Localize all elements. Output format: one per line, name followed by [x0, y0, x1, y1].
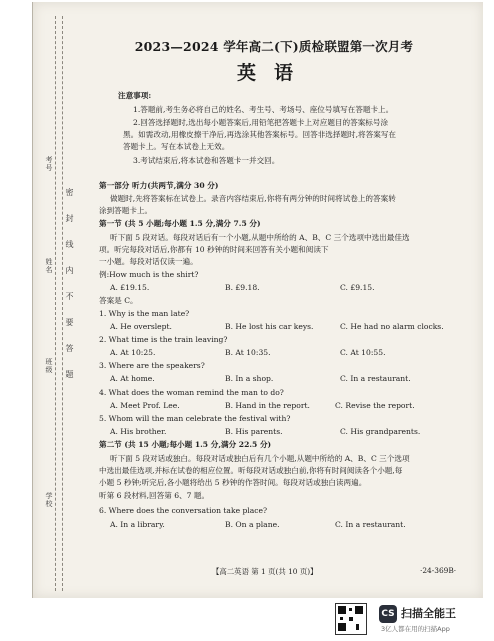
q6-option-a: A. In a library. — [110, 520, 165, 529]
q2-option-c: C. At 10:55. — [340, 348, 386, 357]
example-answer: 答案是 C。 — [99, 296, 138, 305]
question-4: 4. What does the woman remind the man to do? — [99, 388, 284, 397]
seal-word: 线 — [65, 240, 74, 248]
qr-code-icon — [335, 603, 367, 635]
q4-option-a: A. Meet Prof. Lee. — [110, 401, 180, 410]
seal-word: 封 — [65, 214, 74, 222]
seal-word: 要 — [65, 318, 74, 326]
q4-option-b: B. Hand in the report. — [225, 401, 310, 410]
scanner-slogan: 3亿人都在用的扫描App — [381, 625, 450, 633]
q3-option-b: B. In a shop. — [225, 374, 274, 383]
question-1: 1. Why is the man late? — [99, 309, 190, 318]
section2-heading: 第二节 (共 15 小题;每小题 1.5 分,满分 22.5 分) — [99, 440, 272, 449]
note-line: 3.考试结束后,将本试卷和答题卡一并交回。 — [133, 156, 280, 165]
note-line: 答题卡上。写在本试卷上无效。 — [123, 142, 230, 151]
section2-directions: 听第 6 段材料,回答第 6、7 题。 — [99, 491, 210, 500]
margin-label-exam-number: 考号 — [45, 156, 53, 172]
section1-heading: 第一节 (共 5 小题;每小题 1.5 分,满分 7.5 分) — [99, 219, 261, 228]
note-line: 2.回答选择题时,选出每小题答案后,用铅笔把答题卡上对应题目的答案标号涂 — [133, 118, 389, 127]
q5-option-c: C. His grandparents. — [340, 427, 421, 436]
q3-option-c: C. In a restaurant. — [340, 374, 411, 383]
q2-option-a: A. At 10:25. — [110, 348, 156, 357]
notes-heading: 注意事项: — [118, 91, 152, 100]
margin-label-school: 学校 — [45, 492, 53, 508]
paper-code: ·24-369B· — [420, 566, 457, 575]
note-line: 黑。如需改动,用橡皮擦干净后,再选涂其他答案标号。回答非选择题时,将答案写在 — [123, 130, 397, 139]
q6-option-b: B. On a plane. — [225, 520, 280, 529]
margin-label-class: 班级 — [45, 358, 53, 374]
scanner-app-name: 扫描全能王 — [401, 607, 456, 620]
page-footer: 【高二英语 第 1 页(共 10 页)】 — [212, 567, 318, 576]
seal-line-inner — [62, 16, 63, 591]
seal-word: 不 — [65, 292, 74, 300]
q3-option-a: A. At home. — [110, 374, 155, 383]
part1-heading: 第一部分 听力(共两节,满分 30 分) — [99, 181, 219, 190]
example-option-c: C. £9.15. — [340, 283, 375, 292]
seal-word: 答 — [65, 344, 74, 352]
q5-option-b: B. His parents. — [225, 427, 283, 436]
question-2: 2. What time is the train leaving? — [99, 335, 228, 344]
example-question: 例:How much is the shirt? — [99, 270, 199, 279]
question-5: 5. Whom will the man celebrate the festival with? — [99, 414, 291, 423]
part1-intro: 做题时,先将答案标在试卷上。录音内容结束后,你将有两分钟的时间将试卷上的答案转 — [110, 194, 396, 203]
q6-option-c: C. In a restaurant. — [335, 520, 406, 529]
question-3: 3. Where are the speakers? — [99, 361, 205, 370]
section2-directions: 中选出最佳选项,并标在试卷的相应位置。听每段对话或独白前,你将有时间阅读各个小题,每 — [99, 466, 403, 475]
section1-directions: 听下面 5 段对话。每段对话后有一个小题,从题中所给的 A、B、C 三个选项中选出最佳选 — [110, 233, 410, 242]
seal-line — [55, 16, 56, 591]
camscanner-logo-icon: CS — [379, 605, 397, 623]
seal-word: 密 — [65, 188, 74, 196]
example-option-b: B. £9.18. — [225, 283, 260, 292]
q2-option-b: B. At 10:35. — [225, 348, 271, 357]
section2-directions: 小题 5 秒钟;听完后,各小题将给出 5 秒钟的作答时间。每段对话或独白读两遍。 — [99, 478, 367, 487]
section1-directions: 一小题。每段对话仅读一遍。 — [99, 257, 198, 266]
exam-title: 2023—2024 学年高二(下)质检联盟第一次月考 — [134, 39, 414, 54]
part1-intro: 涂到答题卡上。 — [99, 206, 153, 215]
seal-word: 内 — [65, 266, 74, 274]
example-option-a: A. £19.15. — [110, 283, 150, 292]
q1-option-b: B. He lost his car keys. — [225, 322, 314, 331]
margin-label-name: 姓名 — [45, 258, 53, 274]
section2-directions: 听下面 5 段对话或独白。每段对话或独白后有几个小题,从题中所给的 A、B、C 三个选项 — [110, 454, 410, 463]
q1-option-a: A. He overslept. — [110, 322, 172, 331]
question-6: 6. Where does the conversation take place? — [99, 506, 268, 515]
subject-title: 英语 — [236, 62, 311, 84]
q1-option-c: C. He had no alarm clocks. — [340, 322, 444, 331]
section1-directions: 项。听完每段对话后,你都有 10 秒钟的时间来回答有关小题和阅读下 — [99, 245, 329, 254]
q4-option-c: C. Revise the report. — [335, 401, 415, 410]
seal-word: 题 — [65, 370, 74, 378]
q5-option-a: A. His brother. — [110, 427, 167, 436]
note-line: 1.答题前,考生务必将自己的姓名、考生号、考场号、座位号填写在答题卡上。 — [133, 105, 394, 114]
